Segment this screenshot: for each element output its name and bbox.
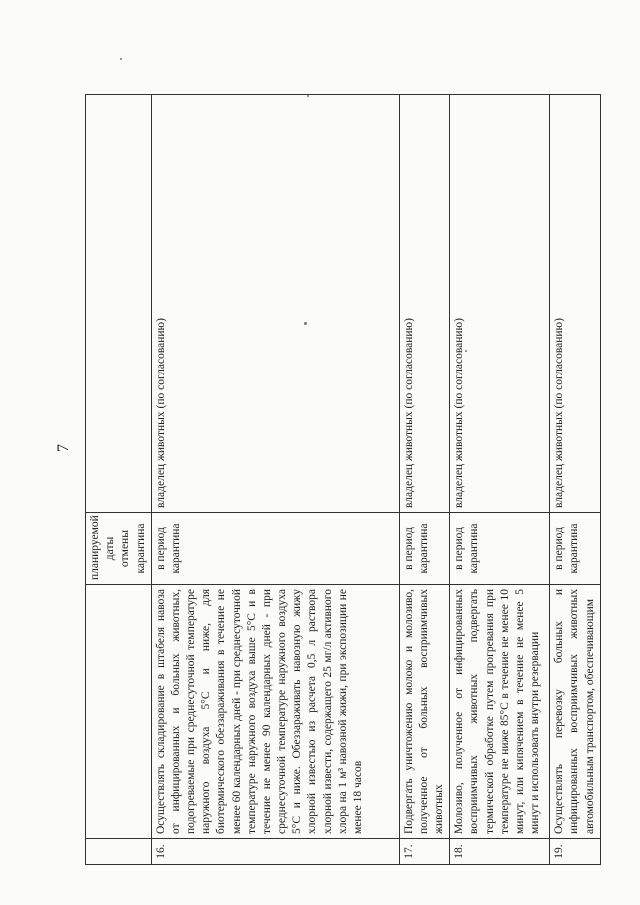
row-measure: Осуществлять складирование в штабеля навоза от инфицированных и больных животных, подогреваемые при среднесуточной температуре наружного воздуха 5°С и ниже, для биотермического обеззараживания в течение не менее 60 календарных дней - при среднесуточной температуре наружного воздуха выше 5°С и в течение не менее 90 календарных дней - при среднесуточной температуре наружного воздуха 5°С и ниже. Обеззараживать навозную жижу хлорной известью из расчета 0,5 л раствора хлорной извести, содержащего 25 мг/л активного хлора на 1 м³ навозной жижи, при экспозиции не менее 18 часов: [151, 585, 399, 839]
measures-table: [85, 94, 601, 865]
row-number: 19.: [550, 839, 601, 865]
row-time: в период карантина: [450, 513, 550, 585]
row-measure: Молозиво, полученное от инфицированных восприимчивых животных подвергать термической обработке путем прогревания при температуре не ниже 85°С в течение не менее 10 минут, или кипячением в течение не менее 5 минут и использовать внутри резервации: [450, 585, 550, 839]
row-time: в период карантина: [550, 513, 601, 585]
rotated-table-wrapper: [85, 95, 596, 865]
page-number: 7: [55, 444, 72, 452]
row-number: 17.: [399, 839, 450, 865]
header-measure-cell: [86, 585, 152, 839]
row-time: в период карантина: [151, 513, 399, 585]
row-number: 18.: [450, 839, 550, 865]
header-time-cell: планируемой даты отмены карантина: [86, 513, 152, 585]
row-responsible: владелец животных (по согласованию): [550, 95, 601, 513]
row-responsible: владелец животных (по согласованию): [151, 95, 399, 513]
row-measure: Осуществлять перевозку больных и инфицированных восприимчивых животных автомобильным транспортом, обеспечивающим: [550, 585, 601, 839]
table-row: [151, 95, 399, 865]
table-row: [550, 95, 601, 865]
row-responsible: владелец животных (по согласованию): [399, 95, 450, 513]
row-number: 16.: [151, 839, 399, 865]
row-time: в период карантина: [399, 513, 450, 585]
row-responsible: владелец животных (по согласованию): [450, 95, 550, 513]
header-num-cell: [86, 839, 152, 865]
table-row: [450, 95, 550, 865]
row-measure: Подвергать уничтожению молоко и молозиво, полученное от больных восприимчивых животных: [399, 585, 450, 839]
table-row: [399, 95, 450, 865]
table-header-row: [86, 95, 152, 865]
header-responsible-cell: [86, 95, 152, 513]
